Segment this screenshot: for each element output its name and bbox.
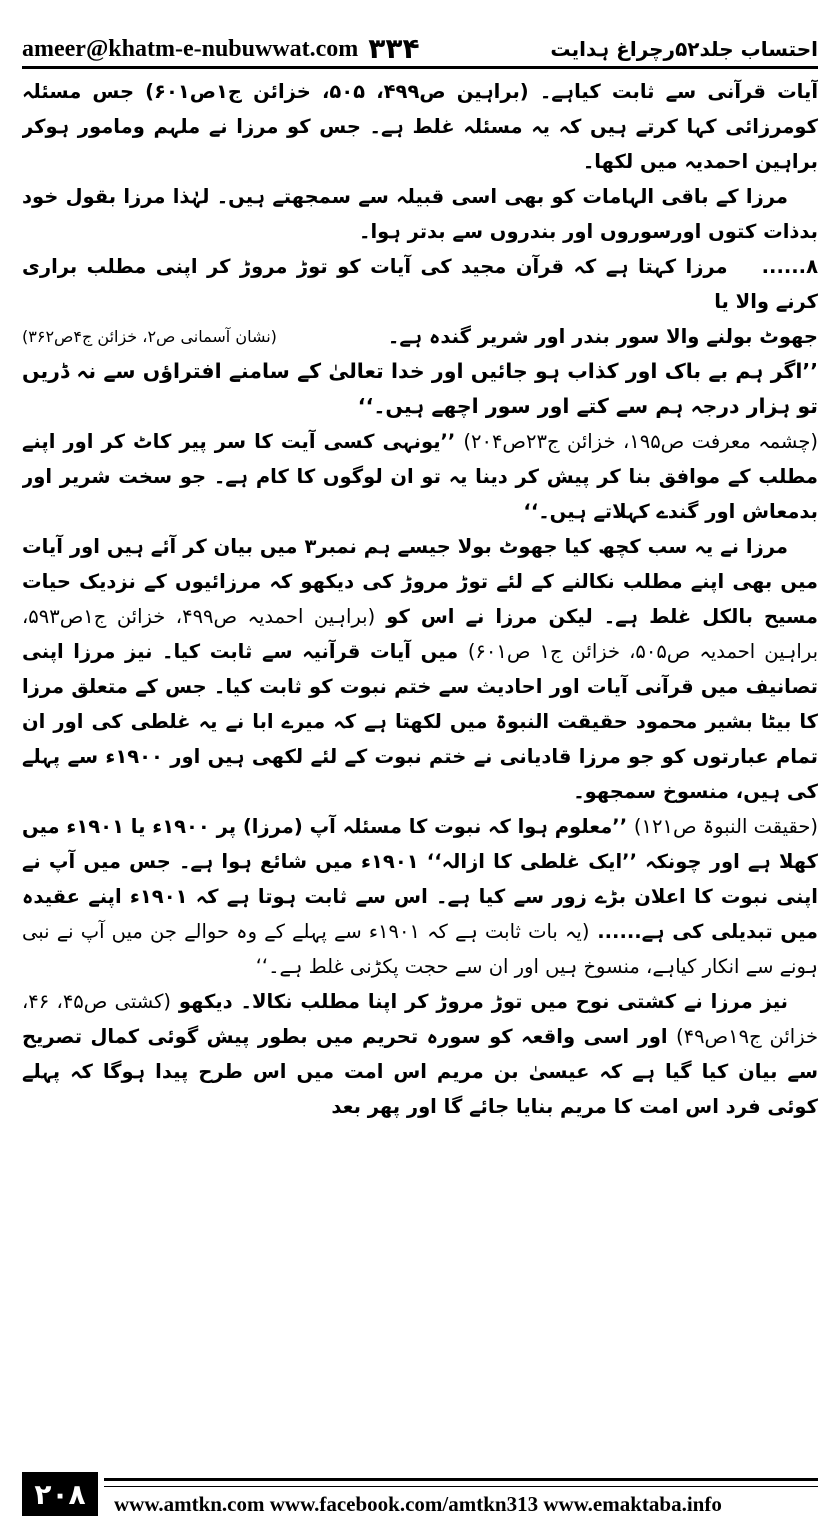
paragraph-6-part-b: اور اسی واقعہ کو سورہ تحریم میں بطور پیش گوئی کمال تصریح سے بیان کیا گیا ہے کہ عیسیٰ بن مریم اس امت میں اس طرح پیدا ہوگا کہ پہلے کوئی فرد اس امت کا مریم بنایا جائے گا اور پھر بعد xyxy=(22,1025,818,1118)
footer-rule-thick xyxy=(104,1478,818,1481)
paragraph-quote-2 xyxy=(22,424,818,529)
reference-barahin: (براہین احمدیہ ص۴۹۹، خزائن ج۱ص۵۹۳، براہین احمدیہ ص۵۰۵، خزائن ج۱ ص۶۰۱) xyxy=(22,605,818,663)
paragraph-6 xyxy=(22,984,818,1124)
paragraph-5-part-b: (یہ بات ثابت ہے کہ ۱۹۰۱ء سے پہلے کے وہ حوالے جن میں آپ نے نبی ہونے سے انکار کیاہے، منسوخ ہیں اور ان سے حجت پکڑنی غلط ہے۔‘‘ xyxy=(22,920,818,978)
header-book-title: احتساب جلد۵۲رچراغ ہدایت xyxy=(550,37,818,61)
header-left xyxy=(22,34,420,64)
reference-nishan-asmani: (نشان آسمانی ص۲، خزائن ج۴ص۳۶۲) xyxy=(22,327,277,346)
paragraph-4-part-b: میں آیات قرآنیہ سے ثابت کیا۔ نیز مرزا اپنی تصانیف میں قرآنی آیات اور احادیث سے ختم نبوت کو ثابت کیا۔ جس کے متعلق مرزا کا بیٹا بشیر محمود حقیقت النبوۃ میں لکھتا ہے کہ میرے ابا نے یہ غلطی کی اور ان تمام عبارتوں کو جو مرزا قادیانی نے ختم نبوت کے لئے لکھی ہیں اور ۱۹۰۰ء سے پہلے کی ہیں، منسوخ سمجھو۔ xyxy=(22,640,818,803)
paragraph-5 xyxy=(22,809,818,984)
reference-haqiqat-ul-nubuwwat: (حقیقت النبوۃ ص۱۲۱) xyxy=(633,815,818,838)
paragraph-3 xyxy=(22,249,818,319)
quote-2: ’’یونہی کسی آیت کا سر پیر کاٹ کر اور اپنے مطلب کے موافق بنا کر پیش کر دینا یہ تو ان لوگوں کا کام ہے۔ جو سخت شریر اور بدمعاش اور گندے کہلاتے ہیں۔‘‘ xyxy=(22,430,818,523)
header-rule xyxy=(22,66,818,69)
reference-kashti-nuh: (کشتی ص۴۵، ۴۶، خزائن ج۱۹ص۴۹) xyxy=(22,990,818,1048)
footer-rule-thin xyxy=(104,1486,818,1487)
page-body xyxy=(22,74,818,1452)
reference-chashma-marifat: (چشمہ معرفت ص۱۹۵، خزائن ج۲۳ص۲۰۴) xyxy=(463,430,818,453)
paragraph-5-part-a: ’’معلوم ہوا کہ نبوت کا مسئلہ آپ (مرزا) پر ۱۹۰۰ء یا ۱۹۰۱ء میں کھلا ہے اور چونکہ ’’ایک غلطی کا ازالہ‘‘ ۱۹۰۱ء میں شائع ہوا ہے۔ جس میں آپ نے اپنی نبوت کا اعلان بڑے زور سے کیا ہے۔ اس سے ثابت ہوتا ہے کہ ۱۹۰۱ء اپنے عقیدہ میں تبدیلی کی ہے...... xyxy=(22,815,818,943)
paragraph-1: آیات قرآنی سے ثابت کیاہے۔ (براہین ص۴۹۹، ۵۰۵، خزائن ج۱ص۶۰۱) جس مسئلہ کومرزائی کہا کرتے ہیں کہ یہ مسئلہ غلط ہے۔ جس کو مرزا نے ملہم ومامور ہوکر براہین احمدیہ میں لکھا۔ xyxy=(22,80,818,173)
paragraph-3-line-2 xyxy=(22,319,818,354)
footer-websites: www.amtkn.com www.facebook.com/amtkn313 www.emaktaba.info xyxy=(114,1492,722,1516)
page-footer xyxy=(22,1462,818,1524)
paragraph-2: مرزا کے باقی الہامات کو بھی اسی قبیلہ سے سمجھتے ہیں۔ لہٰذا مرزا بقول خود بدذات کتوں اورسوروں اور بندروں سے بدتر ہوا۔ xyxy=(22,185,818,243)
item-number-8: ۸...... xyxy=(761,255,818,278)
paragraph-4-part-a: مرزا نے یہ سب کچھ کیا جھوٹ بولا جیسے ہم نمبر۳ میں بیان کر آئے ہیں اور آیات میں بھی اپنے مطلب نکالنے کے لئے توڑ مروڑ کی دیکھو کہ مرزائیوں کے نزدیک حیات مسیح بالکل غلط ہے۔ لیکن مرزا نے اس کو xyxy=(22,535,818,628)
page-header xyxy=(22,14,818,64)
paragraph-4 xyxy=(22,529,818,809)
header-email: ameer@khatm-e-nubuwwat.com xyxy=(22,36,359,62)
footer-page-number: ۲۰۸ xyxy=(22,1472,98,1516)
paragraph-3-line-2-text: جھوٹ بولنے والا سور بندر اور شریر گندہ ہے۔ xyxy=(387,325,818,348)
paragraph-3-text: مرزا کہتا ہے کہ قرآن مجید کی آیات کو توڑ مروڑ کر اپنی مطلب براری کرنے والا یا xyxy=(22,255,818,313)
paragraph-6-part-a: نیز مرزا نے کشتی نوح میں توڑ مروڑ کر اپنا مطلب نکالا۔ دیکھو xyxy=(178,990,788,1013)
quote-1: ’’اگر ہم بے باک اور کذاب ہو جائیں اور خدا تعالیٰ کے سامنے افتراؤں سے نہ ڈریں تو ہزار درجہ ہم سے کتے اور سور اچھے ہیں۔‘‘ xyxy=(22,359,818,418)
header-page-number: ۳۳۴ xyxy=(368,32,420,65)
